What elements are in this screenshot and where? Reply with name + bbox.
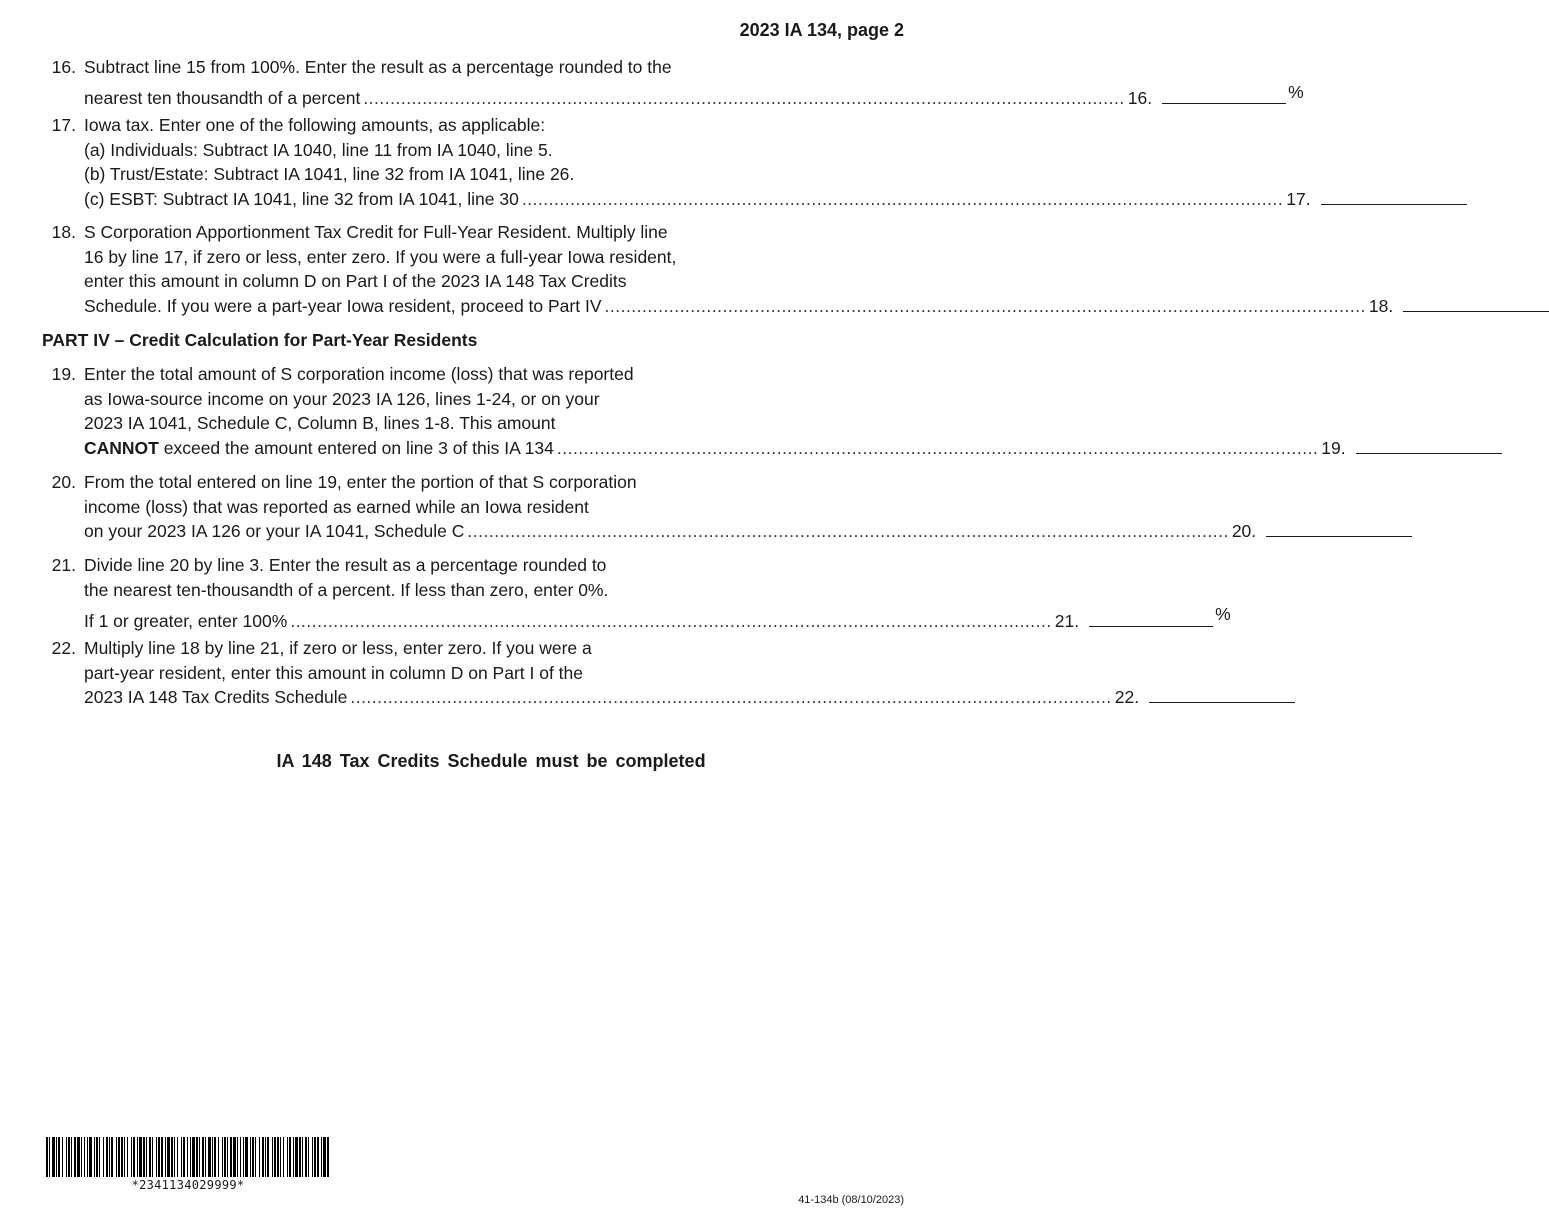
barcode-bar xyxy=(111,1137,113,1177)
line-reference: 19. xyxy=(1321,437,1346,458)
barcode-bar xyxy=(237,1137,238,1177)
barcode-bar xyxy=(56,1137,57,1177)
line-reference: 20. xyxy=(1231,521,1257,541)
barcode-bar xyxy=(327,1137,329,1177)
barcode-bar xyxy=(133,1137,135,1177)
barcode-bar xyxy=(152,1137,153,1177)
line-17-entry-field[interactable] xyxy=(1321,188,1467,205)
dot-leader: .............................................................................................................................................. xyxy=(521,188,1284,209)
barcode-bar xyxy=(259,1137,260,1177)
dot-leader: .............................................................................................................................................. xyxy=(290,610,1052,631)
barcode-bar xyxy=(139,1137,142,1177)
line-text: Enter the total amount of S corporation income (loss) that was reported xyxy=(84,364,634,384)
line-text: as Iowa-source income on your 2023 IA 126, lines 1-24, or on your xyxy=(84,388,600,409)
barcode-bar xyxy=(187,1137,188,1177)
dot-leader: .............................................................................................................................................. xyxy=(350,687,1112,707)
barcode-bar xyxy=(227,1137,228,1177)
barcode-bar xyxy=(287,1137,288,1177)
barcode-bar xyxy=(222,1137,223,1177)
barcode-icon xyxy=(46,1137,330,1177)
line-text: (a) Individuals: Subtract IA 1040, line 11 from IA 1040, line 5. xyxy=(84,139,553,160)
barcode-bar xyxy=(161,1137,163,1177)
barcode-bar xyxy=(177,1137,178,1177)
barcode-bar xyxy=(116,1137,117,1177)
barcode-bar xyxy=(143,1137,145,1177)
line-reference: 16. xyxy=(1127,88,1153,108)
barcode-bar xyxy=(181,1137,182,1177)
barcode-bar xyxy=(124,1137,125,1177)
barcode-bar xyxy=(137,1137,138,1177)
line-18 xyxy=(40,220,1394,318)
barcode-bar xyxy=(106,1137,108,1177)
percent-sign: % xyxy=(1215,604,1231,624)
barcode-bar xyxy=(74,1137,76,1177)
barcode-bar xyxy=(199,1137,200,1177)
line-text: Iowa tax. Enter one of the following amounts, as applicable: xyxy=(84,115,546,135)
line-22-entry-field[interactable] xyxy=(1149,686,1295,703)
barcode-bar xyxy=(109,1137,110,1177)
barcode-bar xyxy=(121,1137,123,1177)
line-reference: 22. xyxy=(1114,687,1140,707)
barcode-bar xyxy=(68,1137,70,1177)
barcode-bar xyxy=(196,1137,198,1177)
barcode-bar xyxy=(250,1137,251,1177)
line-20 xyxy=(40,470,1257,544)
barcode-bar xyxy=(224,1137,226,1177)
barcode-bar xyxy=(149,1137,151,1177)
barcode-bar xyxy=(293,1137,294,1177)
line-17 xyxy=(40,113,1311,211)
barcode-bar xyxy=(205,1137,206,1177)
dot-leader: .............................................................................................................................................. xyxy=(363,88,1125,108)
line-16-entry-field[interactable] xyxy=(1162,80,1304,105)
barcode-bar xyxy=(190,1137,191,1177)
barcode-bar xyxy=(99,1137,100,1177)
line-text: on your 2023 IA 126 or your IA 1041, Schedule C xyxy=(84,521,465,541)
barcode-bar xyxy=(174,1137,175,1177)
line-text: part-year resident, enter this amount in column D on Part I of the xyxy=(84,662,583,683)
line-text: the nearest ten-thousandth of a percent. If less than zero, enter 0%. xyxy=(84,579,609,600)
line-19 xyxy=(40,362,1346,460)
barcode-bar xyxy=(321,1137,322,1177)
line-text: 16 by line 17, if zero or less, enter zero. If you were a full-year Iowa resident, xyxy=(84,246,677,267)
barcode-bar xyxy=(96,1137,98,1177)
barcode-bar xyxy=(243,1137,244,1177)
barcode-bar xyxy=(81,1137,82,1177)
barcode-bar xyxy=(66,1137,67,1177)
barcode-bar xyxy=(302,1137,303,1177)
line-text: exceed the amount entered on line 3 of this IA 134 xyxy=(163,437,554,458)
percent-sign: % xyxy=(1288,81,1304,102)
line-22 xyxy=(40,636,1140,710)
barcode-bar xyxy=(71,1137,72,1177)
barcode-bar xyxy=(312,1137,313,1177)
barcode-bar xyxy=(183,1137,185,1177)
part-iv-heading: PART IV – Credit Calculation for Part-Year Residents xyxy=(42,330,478,350)
line-text: S Corporation Apportionment Tax Credit for Full-Year Resident. Multiply line xyxy=(84,222,668,242)
dot-leader: .............................................................................................................................................. xyxy=(556,437,1319,458)
barcode-bar xyxy=(89,1137,92,1177)
barcode-bar xyxy=(262,1137,264,1177)
barcode-bar xyxy=(167,1137,170,1177)
line-number: 17. xyxy=(51,115,76,135)
line-16 xyxy=(40,55,1304,108)
form-code: 41-134b (08/10/2023) xyxy=(798,1194,904,1206)
line-reference: 21. xyxy=(1054,610,1080,631)
line-reference: 17. xyxy=(1286,188,1311,209)
barcode-bar xyxy=(295,1137,298,1177)
line-reference: 18. xyxy=(1368,295,1394,316)
dot-leader: .............................................................................................................................................. xyxy=(604,295,1366,316)
barcode-bar xyxy=(308,1137,309,1177)
barcode-bar xyxy=(280,1137,281,1177)
barcode-bar xyxy=(156,1137,157,1177)
line-21 xyxy=(40,553,1231,631)
barcode-bar xyxy=(52,1137,55,1177)
barcode-bar xyxy=(277,1137,279,1177)
barcode xyxy=(46,1137,330,1192)
barcode-bar xyxy=(165,1137,166,1177)
barcode-bar xyxy=(84,1137,85,1177)
line-text: 2023 IA 1041, Schedule C, Column B, lines 1-8. This amount xyxy=(84,413,556,433)
line-number: 22. xyxy=(51,638,76,658)
barcode-bar xyxy=(46,1137,48,1177)
barcode-bar xyxy=(314,1137,316,1177)
barcode-bar xyxy=(317,1137,319,1177)
line-text: nearest ten thousandth of a percent xyxy=(84,88,361,108)
barcode-bar xyxy=(131,1137,132,1177)
dot-leader: .............................................................................................................................................. xyxy=(467,521,1229,541)
emphasis-text: CANNOT xyxy=(84,437,159,458)
line-20-entry-field[interactable] xyxy=(1266,520,1412,537)
barcode-bar xyxy=(202,1137,204,1177)
barcode-bar xyxy=(255,1137,256,1177)
barcode-bar xyxy=(323,1137,326,1177)
line-18-entry-field[interactable] xyxy=(1403,295,1549,312)
barcode-bar xyxy=(214,1137,216,1177)
line-number: 20. xyxy=(51,472,76,492)
barcode-bar xyxy=(305,1137,307,1177)
barcode-bar xyxy=(218,1137,219,1177)
line-text: Divide line 20 by line 3. Enter the result as a percentage rounded to xyxy=(84,555,607,575)
line-text: enter this amount in column D on Part I of the 2023 IA 148 Tax Credits xyxy=(84,271,627,291)
barcode-bar xyxy=(245,1137,248,1177)
line-text: If 1 or greater, enter 100% xyxy=(84,610,288,631)
barcode-bar xyxy=(127,1137,128,1177)
page-title: 2023 IA 134, page 2 xyxy=(739,20,904,40)
barcode-bar xyxy=(58,1137,60,1177)
barcode-bar xyxy=(267,1137,269,1177)
barcode-bar xyxy=(208,1137,211,1177)
line-text: (b) Trust/Estate: Subtract IA 1041, line 32 from IA 1041, line 26. xyxy=(84,164,575,184)
barcode-bar xyxy=(212,1137,213,1177)
barcode-bar xyxy=(283,1137,284,1177)
barcode-bar xyxy=(146,1137,147,1177)
barcode-bar xyxy=(265,1137,266,1177)
barcode-bar xyxy=(103,1137,104,1177)
barcode-bar xyxy=(289,1137,291,1177)
barcode-bar xyxy=(192,1137,195,1177)
line-number: 18. xyxy=(51,222,76,242)
line-text: Schedule. If you were a part-year Iowa resident, proceed to Part IV xyxy=(84,295,602,316)
barcode-bar xyxy=(252,1137,254,1177)
barcode-bar xyxy=(272,1137,273,1177)
barcode-bar xyxy=(240,1137,241,1177)
barcode-bar xyxy=(118,1137,120,1177)
line-19-entry-field[interactable] xyxy=(1356,437,1502,454)
line-text: Multiply line 18 by line 21, if zero or less, enter zero. If you were a xyxy=(84,638,592,658)
line-text: income (loss) that was reported as earned while an Iowa resident xyxy=(84,496,589,517)
barcode-bar xyxy=(87,1137,88,1177)
barcode-bar xyxy=(230,1137,232,1177)
line-21-entry-field[interactable] xyxy=(1089,602,1231,627)
barcode-bar xyxy=(94,1137,95,1177)
line-number: 21. xyxy=(51,555,76,575)
completion-notice: IA 148 Tax Credits Schedule must be completed xyxy=(276,751,706,771)
line-text: From the total entered on line 19, enter the portion of that S corporation xyxy=(84,472,637,492)
barcode-bar xyxy=(274,1137,276,1177)
barcode-bar xyxy=(158,1137,160,1177)
line-text: 2023 IA 148 Tax Credits Schedule xyxy=(84,687,348,707)
barcode-bar xyxy=(49,1137,50,1177)
line-text: Subtract line 15 from 100%. Enter the result as a percentage rounded to the xyxy=(84,57,672,77)
barcode-bar xyxy=(233,1137,236,1177)
barcode-bar xyxy=(299,1137,301,1177)
barcode-bar xyxy=(62,1137,63,1177)
line-number: 19. xyxy=(51,364,76,384)
line-number: 16. xyxy=(51,57,76,77)
barcode-bar xyxy=(77,1137,80,1177)
barcode-bar xyxy=(171,1137,173,1177)
line-text: (c) ESBT: Subtract IA 1041, line 32 from IA 1041, line 30 xyxy=(84,188,519,209)
barcode-text: *2341134029999* xyxy=(131,1178,245,1192)
